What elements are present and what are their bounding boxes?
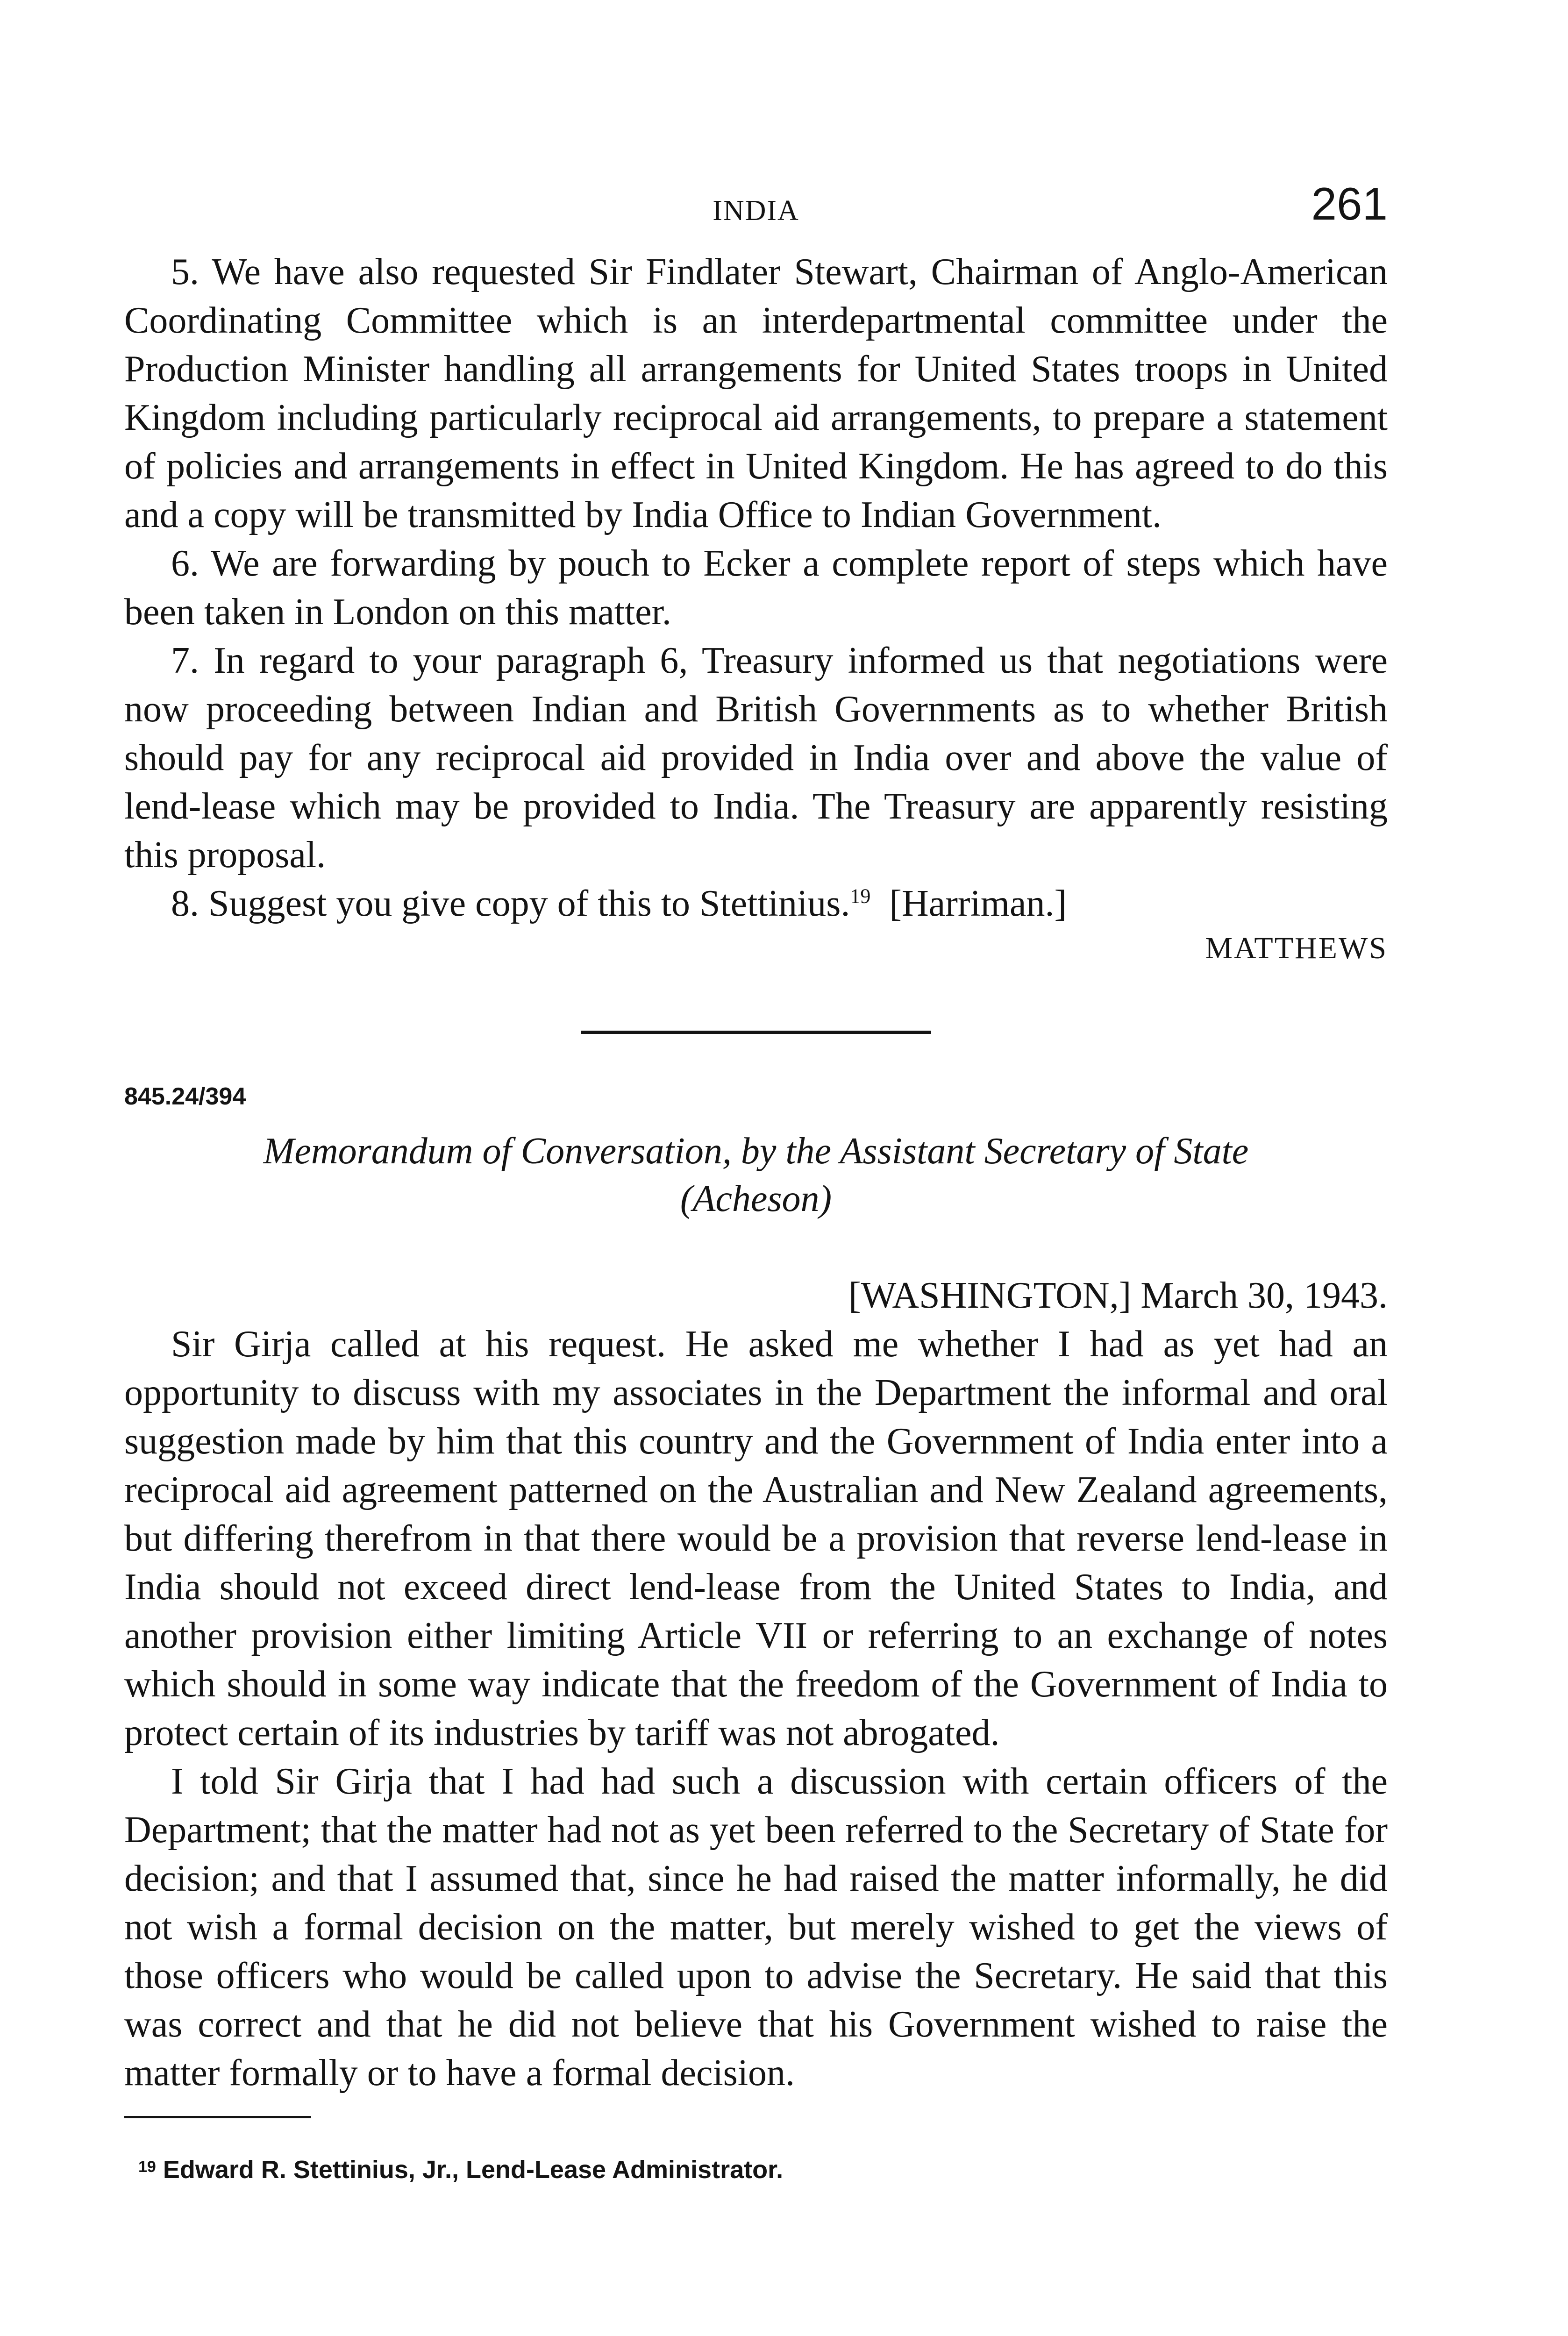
running-title: INDIA [713,195,799,227]
page-number: 261 [1311,178,1388,229]
document-title [124,1127,1388,1223]
footnote [124,2151,1388,2188]
section-divider [581,1031,931,1034]
document-title-line-2: (Acheson) [680,1178,832,1219]
running-header [124,178,1388,248]
footnote-mark: 19 [138,2158,156,2176]
paragraph-8-signoff: [Harriman.] [870,883,1067,924]
body-paragraph-2: I told Sir Girja that I had had such a discussion with certain officers of the Department; that the matter had not as yet been referred to the Secretary of State for decision; and that I assumed that, since he had raised the matter informally, he did not wish a formal decision on the matter, but merely wished to get the views of those officers who would be called upon to advise the Secretary. He said that this was correct and that he did not believe that his Government wished to raise the matter formally or to have a formal decision. [124,1761,1388,2094]
paragraph-8 [124,879,1388,928]
footnote-text: Edward R. Stettinius, Jr., Lend-Lease Administrator. [163,2156,784,2184]
signature: MATTHEWS [1205,931,1388,965]
document-title-line-1: Memorandum of Conversation, by the Assistant Secretary of State [263,1131,1249,1172]
footnote-reference[interactable]: 19 [850,884,871,908]
paragraph-5: 5. We have also requested Sir Findlater Stewart, Chairman of Anglo-American Coordinating Committee which is an interdepartmental committee under the Production Minister handling all arrangements for United States troops in United Kingdom including particularly reciprocal aid arrangements, to prepare a statement of policies and arrangements in effect in United Kingdom. He has agreed to do this and a copy will be transmitted by India Office to Indian Government. [124,251,1388,535]
dateline: [WASHINGTON,] March 30, 1943. [848,1275,1388,1316]
footnote-divider [124,2116,311,2118]
body-paragraph-1: Sir Girja called at his request. He asked me whether I had as yet had an opportunity to discuss with my associates in the Department the informal and oral suggestion made by him that this country and the Government of India enter into a reciprocal aid agreement patterned on the Australian and New Zealand agreements, but differing therefrom in that there would be a provision that reverse lend-lease in India should not exceed direct lend-lease from the United States to India, and another provision either limiting Article VII or referring to an exchange of notes which should in some way indicate that the freedom of the Government of India to protect certain of its industries by tariff was not abrogated. [124,1324,1388,1753]
file-number: 845.24/394 [124,1083,246,1110]
paragraph-8-text: 8. Suggest you give copy of this to Stettinius. [171,883,850,924]
paragraph-7: 7. In regard to your paragraph 6, Treasury informed us that negotiations were now proceeding between Indian and British Governments as to whether British should pay for any reciprocal aid provided in India over and above the value of lend-lease which may be provided to India. The Treasury are apparently resisting this proposal. [124,640,1388,876]
document-page [124,178,1388,2188]
paragraph-6: 6. We are forwarding by pouch to Ecker a complete report of steps which have been taken in London on this matter. [124,543,1388,633]
